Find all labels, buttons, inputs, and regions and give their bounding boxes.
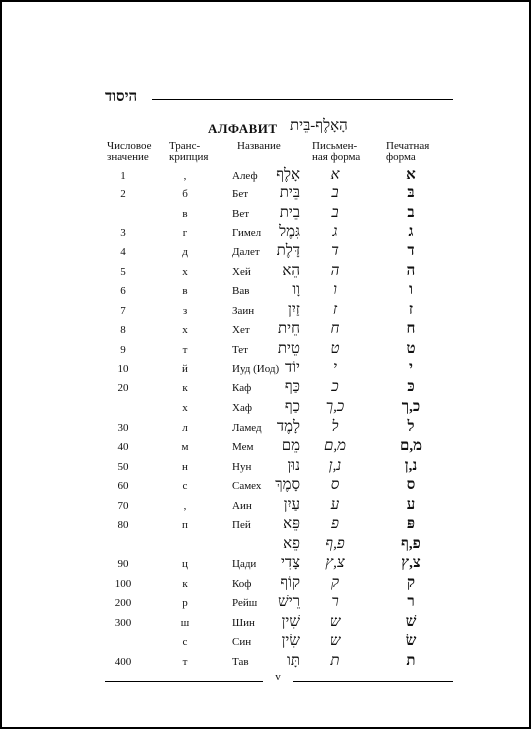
- letter-name-hebrew: מֵם: [281, 438, 300, 454]
- letter-name-hebrew: לָמֶד: [276, 419, 300, 435]
- letter-name-hebrew: בֵית: [279, 205, 300, 221]
- script-form: צ,ץ: [325, 555, 345, 571]
- print-form: ע: [406, 497, 416, 513]
- letter-name-russian: Ламед: [232, 422, 262, 434]
- letter-name-russian: Вав: [232, 285, 250, 297]
- script-form: י: [333, 360, 337, 376]
- script-form: פ: [331, 516, 339, 532]
- letter-name-russian: Вет: [232, 208, 250, 220]
- letter-name-russian: Каф: [232, 382, 252, 394]
- column-header-numeric: Числовое значение: [107, 140, 152, 163]
- numeric-value: 3: [120, 227, 126, 239]
- print-form: ק: [406, 575, 416, 591]
- numeric-value: 70: [117, 500, 129, 512]
- title-russian: АЛФАВИТ: [208, 121, 278, 136]
- transcription: т: [182, 344, 188, 356]
- transcription: ц: [182, 558, 188, 570]
- transcription: б: [182, 188, 188, 200]
- script-form: ב: [331, 185, 339, 201]
- letter-name-russian: Нун: [232, 461, 252, 473]
- numeric-value: 300: [114, 617, 132, 629]
- letter-name-hebrew: כַּף: [284, 379, 300, 395]
- letter-name-russian: Цади: [232, 558, 257, 570]
- letter-name-hebrew: וָו: [292, 282, 300, 298]
- letter-name-russian: Далет: [232, 246, 260, 258]
- letter-name-hebrew: תָּו: [287, 653, 300, 669]
- script-form: ח: [330, 321, 340, 337]
- letter-name-hebrew: הֵא: [282, 263, 300, 279]
- transcription: в: [182, 208, 188, 220]
- letter-name-russian: Мем: [232, 441, 254, 453]
- letter-name-russian: Гимел: [232, 227, 262, 239]
- letter-name-russian: Син: [232, 636, 252, 648]
- numeric-value: 40: [117, 441, 129, 453]
- transcription: р: [182, 597, 188, 609]
- column-header-print: Печатная форма: [386, 140, 430, 163]
- script-form: ק: [330, 575, 340, 591]
- print-form: מ,ם: [399, 438, 422, 454]
- print-form: א: [406, 167, 416, 183]
- print-form: ג: [408, 224, 414, 240]
- letter-name-hebrew: גִּמֶל: [279, 224, 300, 240]
- script-form: ר: [331, 594, 339, 610]
- print-form: שׂ: [405, 633, 417, 649]
- script-form: ש: [329, 614, 341, 630]
- transcription: з: [182, 305, 188, 317]
- script-form: ט: [330, 341, 340, 357]
- transcription: к: [182, 382, 188, 394]
- script-form: ש: [329, 633, 341, 649]
- transcription: л: [182, 422, 188, 434]
- transcription: х: [182, 402, 188, 414]
- script-form: ו: [333, 282, 337, 298]
- page-number: v: [275, 671, 281, 683]
- transcription: к: [182, 578, 188, 590]
- print-form: צ,ץ: [401, 555, 421, 571]
- letter-name-hebrew: סָמֶךְ: [275, 477, 300, 493]
- transcription: м: [181, 441, 189, 453]
- letter-name-hebrew: אָלֶף: [276, 167, 300, 183]
- print-form: ה: [406, 263, 416, 279]
- header-hebrew-title: היסוד: [105, 89, 138, 105]
- letter-name-hebrew: שִׁין: [281, 614, 300, 630]
- print-form: כּ: [407, 379, 415, 395]
- letter-name-hebrew: רֵישׁ: [278, 594, 300, 610]
- letter-name-hebrew: כַף: [284, 399, 300, 415]
- letter-name-russian: Тет: [232, 344, 248, 356]
- print-form: בּ: [407, 185, 415, 201]
- transcription: с: [182, 636, 188, 648]
- print-form: ח: [406, 321, 416, 337]
- transcription: т: [182, 656, 188, 668]
- letter-name-hebrew: טֵית: [277, 341, 300, 357]
- letter-name-russian: Самех: [232, 480, 262, 492]
- letter-name-russian: Тав: [232, 656, 249, 668]
- script-form: מ,ם: [323, 438, 346, 454]
- print-form: ל: [407, 419, 415, 435]
- print-form: כ,ך: [401, 399, 421, 415]
- footer-rule-left: [105, 681, 263, 682]
- print-form: ז: [408, 302, 414, 318]
- script-form: ל: [331, 419, 339, 435]
- numeric-value: 200: [114, 597, 132, 609]
- letter-name-hebrew: יוֹד: [285, 360, 300, 376]
- column-header-transcription: Транс- крипция: [169, 140, 209, 163]
- numeric-value: 80: [117, 519, 129, 531]
- script-form: ﬡ: [330, 167, 340, 183]
- transcription: х: [182, 266, 188, 278]
- script-form: ג: [332, 224, 338, 240]
- script-form: ע: [330, 497, 340, 513]
- column-header-name: Название: [237, 140, 281, 152]
- transcription: й: [182, 363, 188, 375]
- letter-name-russian: Хет: [232, 324, 250, 336]
- letter-name-hebrew: בֵּית: [279, 185, 300, 201]
- numeric-value: 2: [120, 188, 126, 200]
- letter-name-hebrew: פֵא: [283, 536, 300, 552]
- letter-name-hebrew: חֵית: [278, 321, 300, 337]
- print-form: י: [409, 360, 413, 376]
- print-form: פ,ף: [401, 536, 421, 552]
- print-form: ד: [407, 243, 415, 259]
- numeric-value: 6: [120, 285, 126, 297]
- letter-name-hebrew: נוּן: [287, 458, 300, 474]
- transcription: ,: [183, 170, 187, 182]
- letter-name-hebrew: זַיִן: [288, 302, 300, 318]
- print-form: ט: [406, 341, 416, 357]
- script-form: פ,ף: [325, 536, 345, 552]
- transcription: в: [182, 285, 188, 297]
- letter-name-hebrew: שִׂין: [281, 633, 300, 649]
- transcription: г: [182, 227, 188, 239]
- letter-name-hebrew: דָּלֶת: [276, 243, 300, 259]
- script-form: ס: [330, 477, 340, 493]
- script-form: כ: [331, 379, 339, 395]
- header-rule: [152, 99, 453, 100]
- letter-name-hebrew: עַיִן: [283, 497, 300, 513]
- print-form: ס: [406, 477, 416, 493]
- print-form: שׁ: [405, 614, 417, 630]
- letter-name-russian: Шин: [232, 617, 255, 629]
- numeric-value: 7: [120, 305, 126, 317]
- letter-name-russian: Рейш: [232, 597, 258, 609]
- print-form: נ,ן: [404, 458, 418, 474]
- transcription: ,: [183, 500, 187, 512]
- transcription: п: [182, 519, 188, 531]
- script-form: נ,ן: [328, 458, 342, 474]
- letter-name-russian: Алеф: [232, 170, 258, 182]
- print-form: ת: [406, 653, 416, 669]
- numeric-value: 50: [117, 461, 129, 473]
- transcription: н: [182, 461, 188, 473]
- print-form: ב: [407, 205, 415, 221]
- numeric-value: 10: [117, 363, 129, 375]
- script-form: ד: [331, 243, 339, 259]
- numeric-value: 9: [120, 344, 126, 356]
- letter-name-russian: Заин: [232, 305, 255, 317]
- transcription: с: [182, 480, 188, 492]
- numeric-value: 20: [117, 382, 129, 394]
- transcription: ш: [180, 617, 190, 629]
- numeric-value: 4: [120, 246, 126, 258]
- numeric-value: 30: [117, 422, 129, 434]
- numeric-value: 100: [114, 578, 132, 590]
- footer-rule-right: [293, 681, 453, 682]
- numeric-value: 400: [114, 656, 132, 668]
- script-form: ת: [330, 653, 340, 669]
- letter-name-hebrew: פֵּא: [283, 516, 300, 532]
- letter-name-russian: Хаф: [232, 402, 252, 414]
- script-form: ב: [331, 205, 339, 221]
- numeric-value: 90: [117, 558, 129, 570]
- numeric-value: 5: [120, 266, 126, 278]
- letter-name-russian: Коф: [232, 578, 252, 590]
- letter-name-hebrew: צָדִי: [280, 555, 300, 571]
- letter-name-russian: Иуд (Иод): [232, 363, 280, 375]
- numeric-value: 60: [117, 480, 129, 492]
- numeric-value: 8: [120, 324, 126, 336]
- numeric-value: 1: [120, 170, 126, 182]
- print-form: פּ: [406, 516, 416, 532]
- script-form: כ,ך: [325, 399, 345, 415]
- letter-name-russian: Аин: [232, 500, 252, 512]
- transcription: д: [182, 246, 188, 258]
- letter-name-hebrew: קוֹף: [280, 575, 300, 591]
- letter-name-russian: Бет: [232, 188, 249, 200]
- letter-name-russian: Хей: [232, 266, 251, 278]
- letter-name-russian: Пей: [232, 519, 251, 531]
- script-form: ה: [330, 263, 340, 279]
- transcription: х: [182, 324, 188, 336]
- column-header-script: Письмен- ная форма: [312, 140, 361, 163]
- title-hebrew: הָאָלֶף-בֵּית: [290, 118, 348, 134]
- print-form: ו: [409, 282, 413, 298]
- script-form: ז: [332, 302, 338, 318]
- print-form: ר: [407, 594, 415, 610]
